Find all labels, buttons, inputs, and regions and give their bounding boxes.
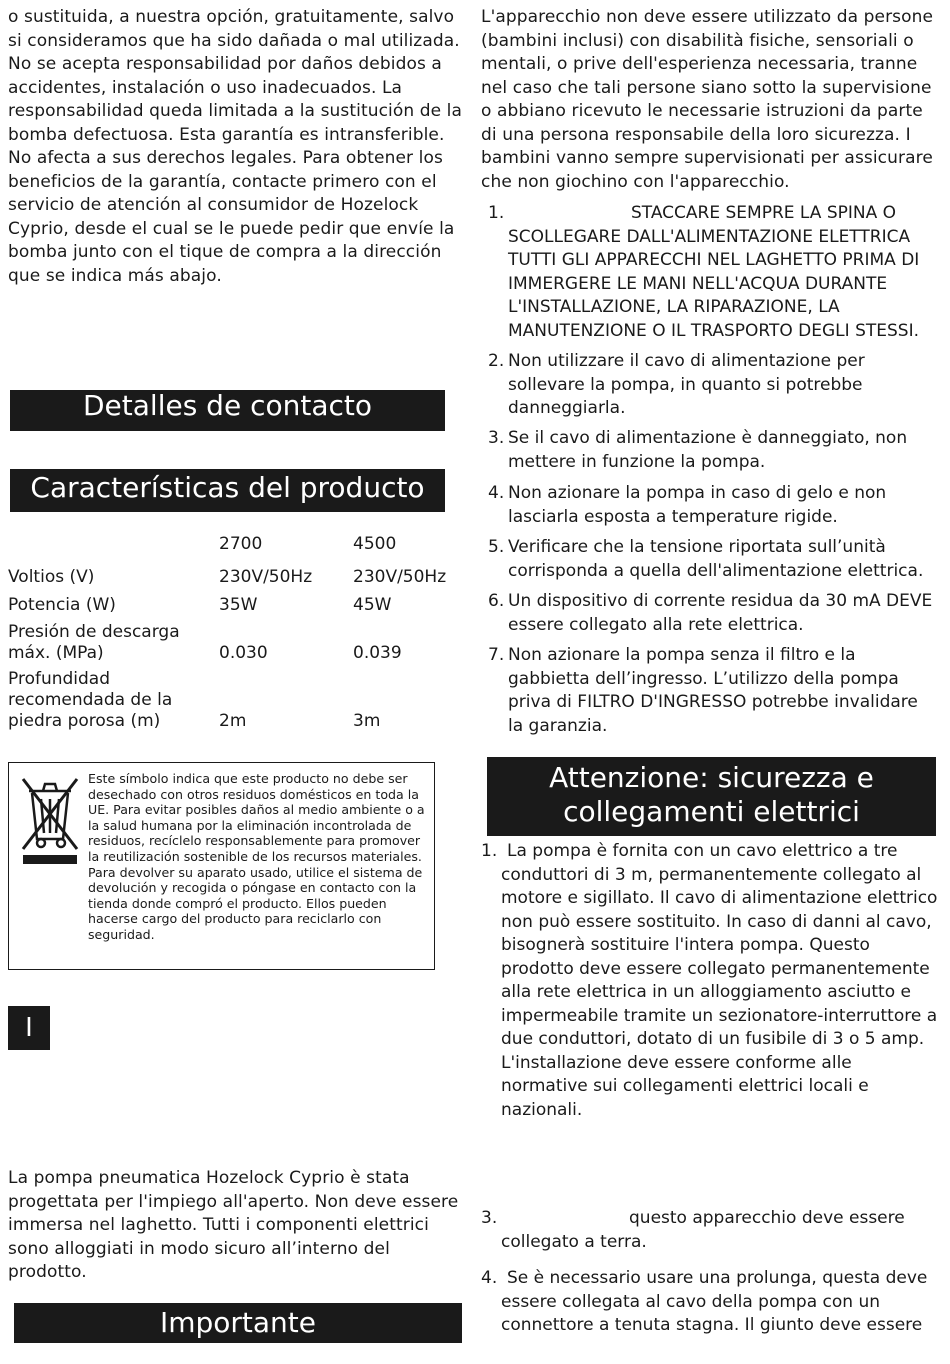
item-number: 4. bbox=[481, 1268, 498, 1288]
model-2700: 2700 bbox=[219, 534, 263, 554]
important-heading-bar bbox=[14, 1303, 462, 1343]
item-number: 6. bbox=[488, 591, 505, 611]
item-text: Non utilizzare il cavo di alimentazione per sollevare la pompa, in quanto si potrebbe danneggiarla. bbox=[508, 351, 865, 418]
spec-value: 2m bbox=[219, 711, 247, 731]
item-number: 2. bbox=[488, 351, 505, 371]
item-text: Un dispositivo di corrente residua da 30 mA DEVE essere collegato alla rete elettrica. bbox=[508, 591, 933, 635]
spec-label: Profundidad bbox=[8, 669, 111, 689]
safety-heading-line1: Attenzione: sicurezza e bbox=[549, 761, 874, 794]
safety-heading-line2: collegamenti elettrici bbox=[563, 795, 860, 828]
intro-italian: La pompa pneumatica Hozelock Cyprio è stata progettata per l'impiego all'aperto. Non deve essere immersa nel laghetto. Tutti i componenti elettrici sono alloggiati in modo sicuro all’interno del prodotto. bbox=[8, 1168, 459, 1282]
model-4500: 4500 bbox=[353, 534, 397, 554]
list-item bbox=[488, 202, 936, 343]
spec-label: Presión de descarga bbox=[8, 622, 180, 642]
spec-label: piedra porosa (m) bbox=[8, 711, 161, 731]
list-item bbox=[488, 350, 936, 421]
item-number: 7. bbox=[488, 645, 505, 665]
list-item bbox=[488, 536, 942, 583]
item-number: 1. bbox=[488, 203, 505, 223]
weee-notice-text: Este símbolo indica que este producto no debe ser desechado con otros residuos domésticos en toda la UE. Para evitar posibles daños al medio ambiente o a la salud humana por la eliminación incontrolada de residuos, recíclelo responsablemente para promover la reutilización sostenible de los recursos materiales. Para devolver su aparato usado, utilice el sistema de devolución y recogida o póngase en contacto con la tienda donde compró el producto. Ellos pueden hacerse cargo del producto para reciclarlo con seguridad. bbox=[88, 771, 425, 942]
list-item bbox=[481, 1267, 935, 1338]
list-item bbox=[481, 1207, 935, 1254]
spec-value: 3m bbox=[353, 711, 381, 731]
item-text: Se il cavo di alimentazione è danneggiato, non mettere in funzione la pompa. bbox=[508, 428, 908, 472]
spec-label: máx. (MPa) bbox=[8, 643, 104, 663]
spec-value: 35W bbox=[219, 595, 258, 615]
list-item bbox=[488, 644, 936, 738]
item-number: 4. bbox=[488, 483, 505, 503]
item-number: 3. bbox=[488, 428, 505, 448]
spec-value: 230V/50Hz bbox=[353, 567, 447, 587]
spec-label: Voltios (V) bbox=[8, 567, 95, 587]
spec-label: Potencia (W) bbox=[8, 595, 116, 615]
spec-value: 0.039 bbox=[353, 643, 402, 663]
product-heading: Características del producto bbox=[30, 471, 425, 504]
product-heading-bar bbox=[10, 469, 445, 512]
item-text: questo apparecchio deve essere collegato a terra. bbox=[501, 1208, 905, 1252]
item-text: La pompa è fornita con un cavo elettrico a tre conduttori di 3 m, permanentemente collegato al motore e sigillato. Il cavo di alimentazione elettrico non può essere sostituito. In caso di danni al cavo, bisognerà sostituire l'intera pompa. Questo prodotto deve essere collegato permanentemente alla rete elettrica in un alloggiamento asciutto e impermeabile tramite un sezionatore-interruttore a due conduttori, dotato di un fusibile di 3 o 5 amp. L'installazione deve essere conforme alle normative sui collegamenti elettrici locali e nazionali. bbox=[501, 841, 938, 1120]
list-item bbox=[488, 590, 936, 637]
important-heading: Importante bbox=[159, 1306, 317, 1339]
item-text: Non azionare la pompa senza il filtro e la gabbietta dell’ingresso. L’utilizzo della pompa priva di FILTRO D'INGRESSO potrebbe invalidare la garanzia. bbox=[508, 645, 918, 736]
contact-heading-bar bbox=[10, 390, 445, 431]
safety-heading-bar bbox=[487, 757, 936, 836]
spec-value: 0.030 bbox=[219, 643, 268, 663]
warranty-paragraph: o sustituida, a nuestra opción, gratuitamente, salvo si consideramos que ha sido dañada o mal utilizada. No se acepta responsabilidad por daños debidos a accidentes, instalación o uso inadecuados. La responsabilidad queda limitada a la sustitución de la bomba defectuosa. Esta garantía es intransferible. No afecta a sus derechos legales. Para obtener los beneficios de la garantía, contacte primero con el servicio de atención al consumidor de Hozelock Cyprio, desde el cual se le puede pedir que envíe la bomba junto con el tique de compra a la dirección que se indica más abajo. bbox=[8, 7, 463, 286]
item-text: Se è necessario usare una prolunga, questa deve essere collegata al cavo della pompa con un connettore a tenuta stagna. Il giunto deve essere bbox=[501, 1268, 928, 1335]
item-number: 3. bbox=[481, 1208, 498, 1228]
list-item bbox=[488, 427, 936, 474]
list-item bbox=[481, 840, 941, 1122]
spec-value: 230V/50Hz bbox=[219, 567, 313, 587]
spec-value: 45W bbox=[353, 595, 392, 615]
item-text: STACCARE SEMPRE LA SPINA O SCOLLEGARE DALL'ALIMENTAZIONE ELETTRICA TUTTI GLI APPARECCHI NEL LAGHETTO PRIMA DI IMMERGERE LE MANI NELL'ACQUA DURANTE L'INSTALLAZIONE, LA RIPARAZIONE, LA MANUTENZIONE O IL TRASPORTO DEGLI STESSI. bbox=[508, 203, 920, 341]
item-text: Verificare che la tensione riportata sull’unità corrisponda a quella dell'alimentazione elettrica. bbox=[508, 537, 924, 581]
list-item bbox=[488, 482, 936, 529]
supervision-paragraph: L'apparecchio non deve essere utilizzato da persone (bambini inclusi) con disabilità fisiche, sensoriali o mentali, o prive dell'esperienza necessaria, tranne nel caso che tali persone siano sotto la supervisione o abbiano ricevuto le necessarie istruzioni da parte di una persona responsabile della loro sicurezza. I bambini vanno sempre supervisionati per assicurare che non giochino con l'apparecchio. bbox=[481, 7, 934, 192]
weee-notice-box bbox=[8, 762, 435, 970]
item-number: 5. bbox=[488, 537, 505, 557]
spec-label: recomendada de la bbox=[8, 690, 173, 710]
contact-heading: Detalles de contacto bbox=[82, 389, 372, 422]
item-text: Non azionare la pompa in caso di gelo e non lasciarla esposta a temperature rigide. bbox=[508, 483, 887, 527]
item-number: 1. bbox=[481, 841, 498, 861]
crossed-bin-icon bbox=[21, 771, 79, 867]
language-tag: I bbox=[8, 1006, 50, 1050]
